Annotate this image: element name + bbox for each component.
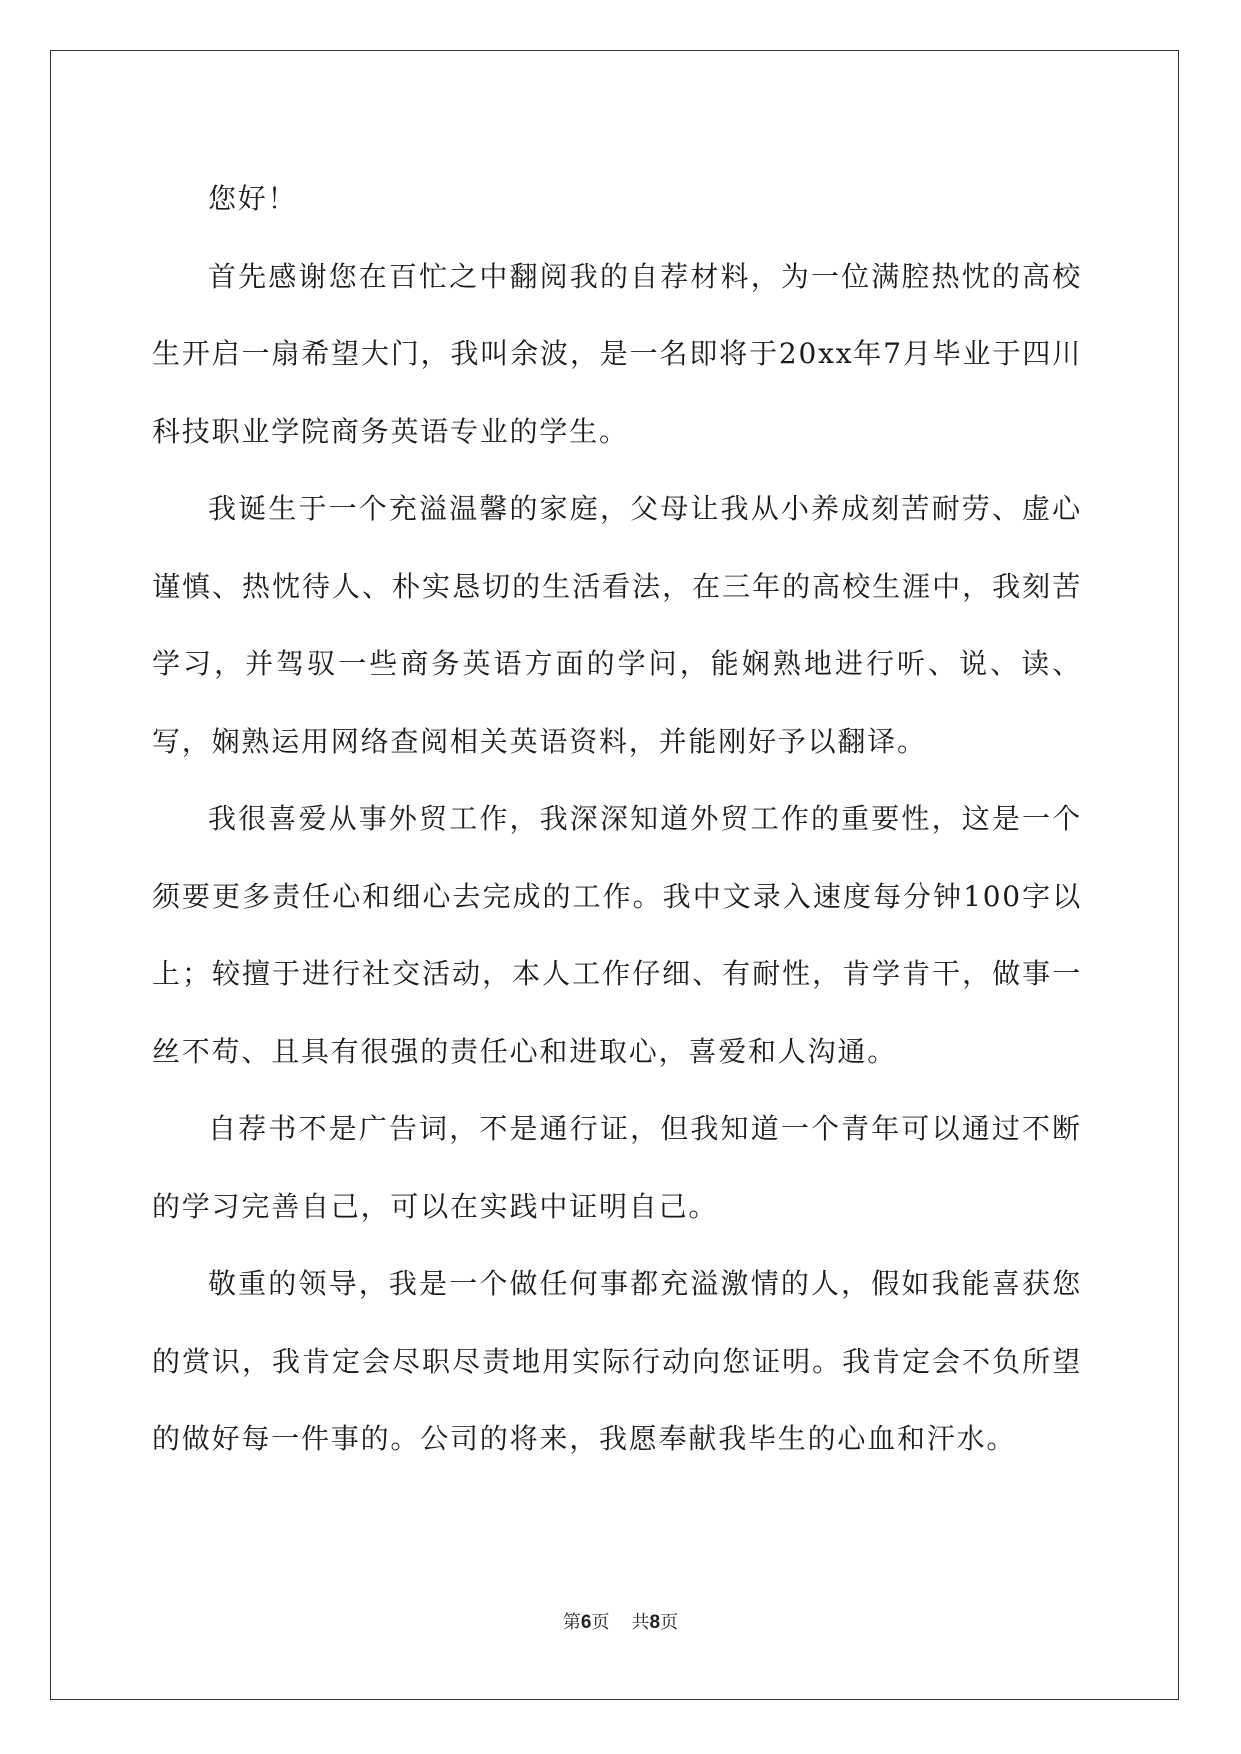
current-page-number: 6 <box>580 1612 592 1633</box>
paragraph-introduction: 首先感谢您在百忙之中翻阅我的自荐材料，为一位满腔热忱的高校生开启一扇希望大门，我叫余波，是一名即将于20xx年7月毕业于四川科技职业学院商务英语专业的学生。 <box>152 259 1082 448</box>
total-page-count: 8 <box>649 1612 661 1633</box>
paragraph-background: 我诞生于一个充溢温馨的家庭，父母让我从小养成刻苦耐劳、虚心谨慎、热忱待人、朴实恳切的生活看法，在三年的高校生涯中，我刻苦学习，并驾驭一些商务英语方面的学问，能娴熟地进行听、说、读、写，娴熟运用网络查阅相关英语资料，并能刚好予以翻译。 <box>152 492 1082 758</box>
page-footer <box>0 1608 1241 1634</box>
paragraph-statement: 自荐书不是广告词，不是通行证，但我知道一个青年可以通过不断的学习完善自己，可以在实践中证明自己。 <box>152 1112 1082 1223</box>
page-prefix: 第 <box>562 1612 581 1633</box>
letter-body <box>152 160 1082 1478</box>
total-suffix: 页 <box>660 1612 679 1633</box>
greeting: 您好！ <box>208 182 298 215</box>
paragraph-closing: 敬重的领导，我是一个做任何事都充溢激情的人，假如我能喜获您的赏识，我肯定会尽职尽责地用实际行动向您证明。我肯定会不负所望的做好每一件事的。公司的将来，我愿奉献我毕生的心血和汗水。 <box>152 1267 1082 1455</box>
total-prefix: 共 <box>631 1612 650 1633</box>
page-suffix: 页 <box>591 1612 610 1633</box>
paragraph-skills: 我很喜爱从事外贸工作，我深深知道外贸工作的重要性，这是一个须要更多责任心和细心去完成的工作。我中文录入速度每分钟100字以上；较擅于进行社交活动，本人工作仔细、有耐性，肯学肯干，做事一丝不苟、且具有很强的责任心和进取心，喜爱和人沟通。 <box>152 802 1082 1068</box>
